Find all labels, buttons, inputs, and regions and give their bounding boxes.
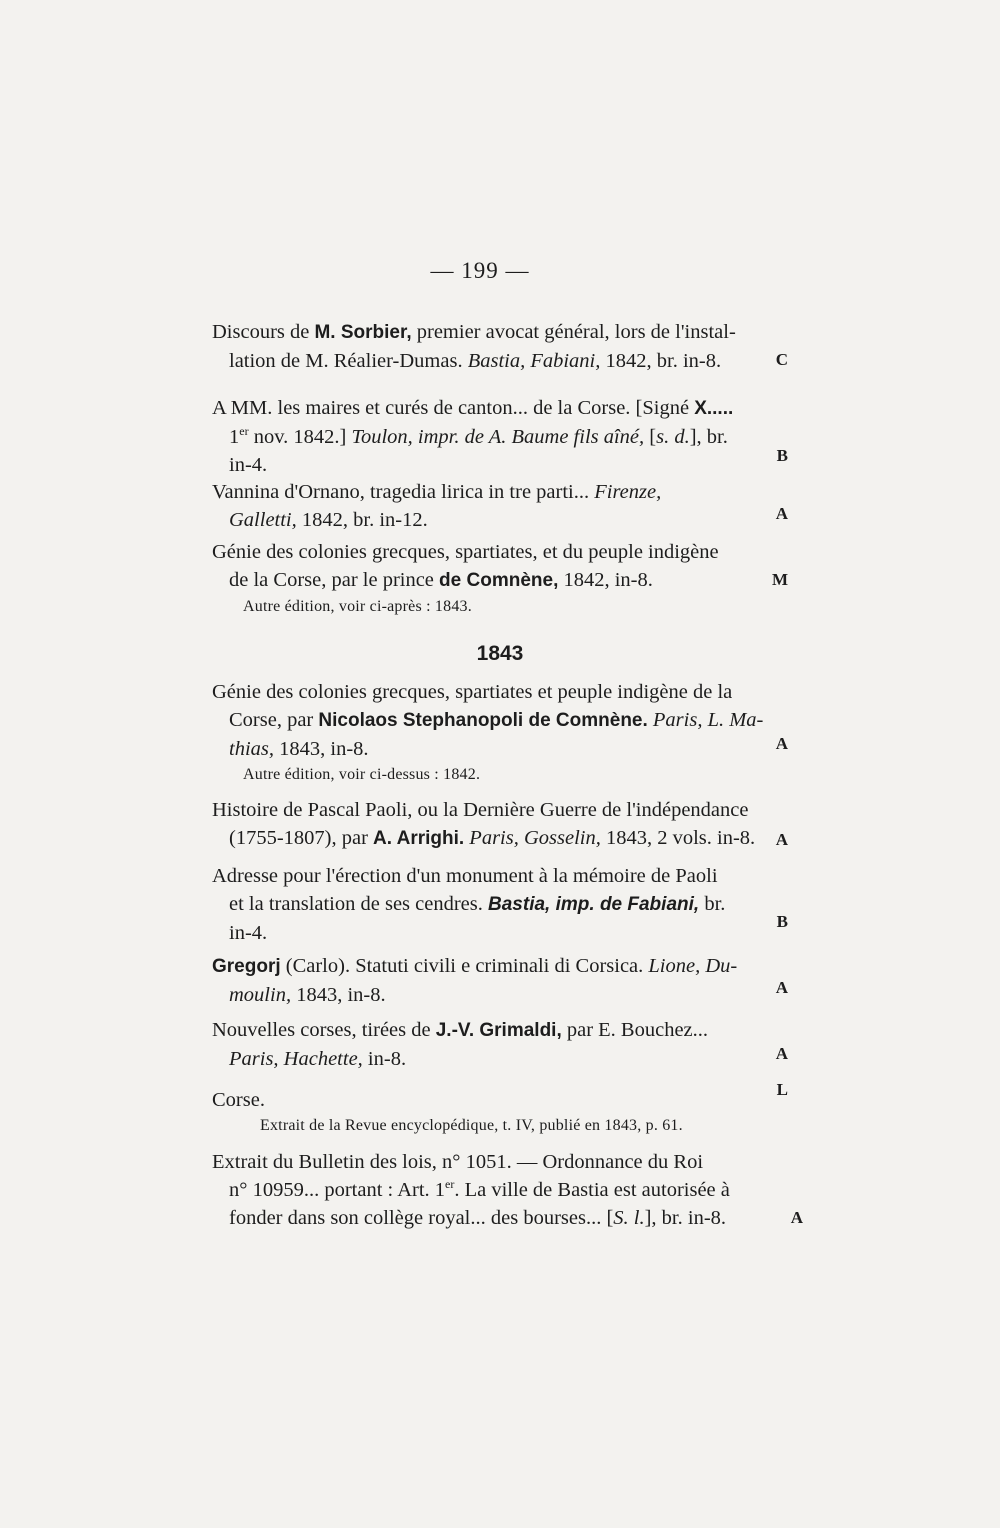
location-code: A xyxy=(775,1044,788,1063)
cross-reference-note: Autre édition, voir ci-dessus : 1842. xyxy=(243,766,481,783)
location-code: A xyxy=(775,734,788,753)
location-code: M xyxy=(771,570,788,589)
bibliography-entry: Gregorj (Carlo). Statuti civili e criminali di Corsica. Lione, Du- moulin, 1843, in-8. A xyxy=(212,955,788,1006)
location-code: A xyxy=(775,830,788,849)
page-number: — 199 — xyxy=(430,258,530,283)
bibliography-entry: Nouvelles corses, tirées de J.-V. Grimaldi, par E. Bouchez... Paris, Hachette, in-8. A xyxy=(212,1019,788,1070)
location-code: A xyxy=(775,978,788,997)
location-code: A xyxy=(775,504,788,523)
bibliography-entry: Adresse pour l'érection d'un monument à la mémoire de Paoli et la translation de ses cendres. Bastia, imp. de Fabiani, br. in-4. B xyxy=(212,865,788,944)
location-code: B xyxy=(776,912,788,931)
bibliography-entry: Génie des colonies grecques, spartiates, et du peuple indigène de la Corse, par le prince de Comnène, 1842, in-8. M xyxy=(212,538,790,595)
bibliography-entry: Histoire de Pascal Paoli, ou la Dernière Guerre de l'indépendance (1755-1807), par A. Arrighi. Paris, Gosselin, 1843, 2 vols. in-8. A xyxy=(212,796,790,853)
location-code: B xyxy=(776,446,788,465)
location-code: L xyxy=(776,1080,788,1099)
bibliography-entry: Corse. L xyxy=(212,1086,790,1114)
bibliography-entry: Discours de M. Sorbier, premier avocat général, lors de l'instal- lation de M. Réalier-Dumas. Bastia, Fabiani, 1842, br. in-8. C xyxy=(212,321,788,372)
location-code: A xyxy=(790,1208,803,1227)
bibliography-entry: A MM. les maires et curés de canton... de la Corse. [Signé X..... 1er nov. 1842.] Toulon, impr. de A. Baume fils aîné, [s. d.], br. in-4. B xyxy=(212,397,788,476)
bibliography-entry: Vannina d'Ornano, tragedia lirica in tre parti... Firenze, Galletti, 1842, br. in-12. A xyxy=(212,481,788,531)
cross-reference-note: Autre édition, voir ci-après : 1843. xyxy=(243,598,472,615)
bibliography-entry: Extrait du Bulletin des lois, n° 1051. — Ordonnance du Roi n° 10959... portant : Art. 1er. La ville de Bastia est autorisée à fonder dans son collège royal... des bourses... [S. l.], br. in-8. A xyxy=(212,1148,797,1232)
year-heading: 1843 xyxy=(476,642,524,665)
source-note: Extrait de la Revue encyclopédique, t. IV, publié en 1843, p. 61. xyxy=(260,1117,683,1134)
location-code: C xyxy=(775,350,788,369)
bibliography-entry: Génie des colonies grecques, spartiates et peuple indigène de la Corse, par Nicolaos Stephanopoli de Comnène. Paris, L. Ma- thias, 1843, in-8. A xyxy=(212,681,788,760)
